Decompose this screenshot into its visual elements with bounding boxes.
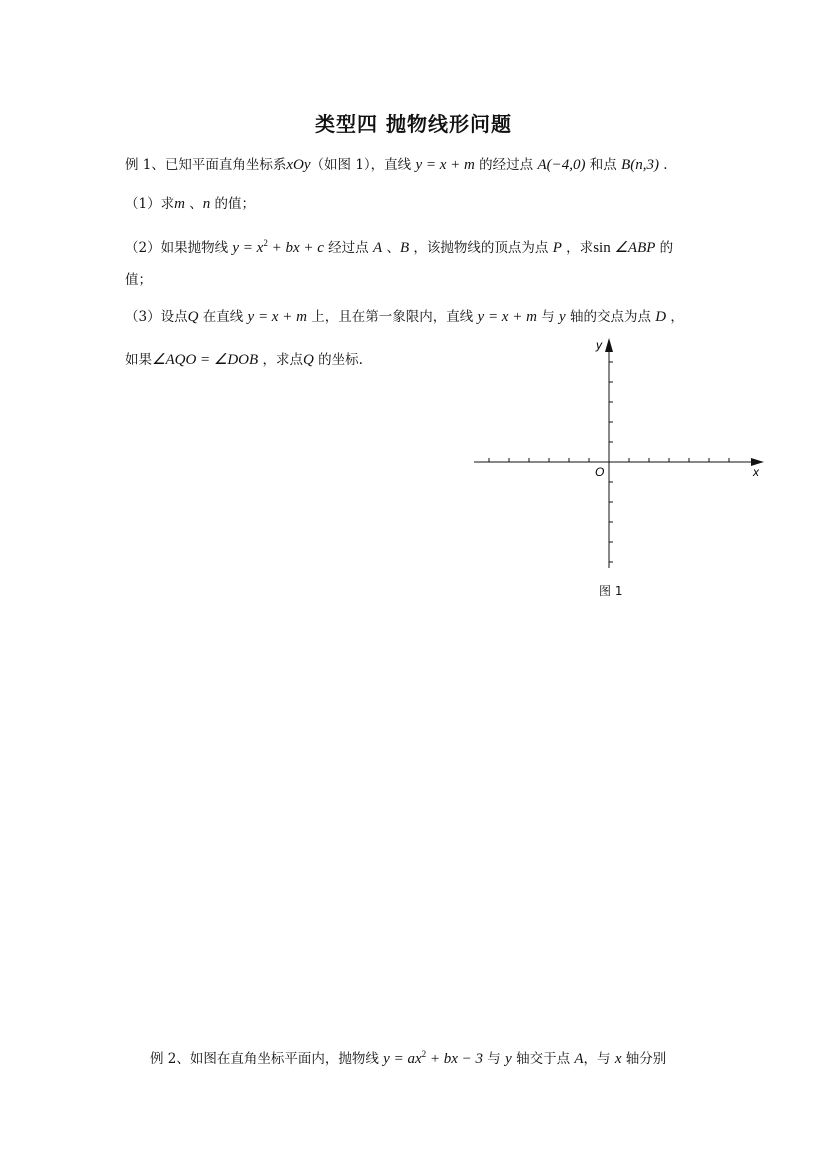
exponent: 2 bbox=[421, 1049, 427, 1059]
math-part: y = ax bbox=[383, 1051, 422, 1067]
text: 经过点 bbox=[323, 240, 373, 256]
math-expression: P bbox=[552, 240, 562, 256]
text: ， bbox=[666, 309, 684, 325]
math-expression bbox=[383, 1051, 483, 1067]
figure-caption: 图 1 bbox=[599, 584, 623, 598]
math-expression: Q bbox=[302, 352, 314, 368]
text: ，求点 bbox=[258, 352, 303, 368]
math-expression: y = x + m bbox=[415, 157, 475, 173]
math-expression: A bbox=[574, 1051, 584, 1067]
math-expression: y = x + m bbox=[247, 309, 307, 325]
text: 例 1、已知平面直角坐标系 bbox=[125, 157, 287, 173]
text: ，与 bbox=[583, 1051, 615, 1067]
y-axis-label: y bbox=[596, 338, 602, 352]
text: 轴分别 bbox=[621, 1051, 667, 1067]
text: 和点 bbox=[585, 157, 622, 173]
text: 与 bbox=[536, 309, 560, 325]
example1-question1 bbox=[125, 194, 255, 214]
math-part: + bx + c bbox=[267, 240, 324, 256]
math-expression: xOy bbox=[286, 157, 311, 173]
y-axis-arrow bbox=[605, 338, 613, 352]
text: 轴的交点为点 bbox=[565, 309, 656, 325]
math-expression: ∠AQO = ∠DOB bbox=[152, 352, 259, 368]
math-expression: y = x + m bbox=[477, 309, 537, 325]
math-expression bbox=[232, 240, 324, 256]
text: 例 2、如图在直角坐标平面内，抛物线 bbox=[150, 1051, 384, 1067]
text: 值； bbox=[125, 272, 152, 288]
text: （如图 1），直线 bbox=[310, 157, 416, 173]
math-expression: y bbox=[559, 309, 566, 325]
text: 与 bbox=[483, 1051, 506, 1067]
exponent: 2 bbox=[263, 238, 268, 248]
example1-question2-continued bbox=[125, 270, 152, 290]
text: . bbox=[659, 157, 668, 173]
math-expression: y bbox=[505, 1051, 512, 1067]
math-expression: x bbox=[614, 1051, 622, 1067]
text: 如果 bbox=[125, 352, 152, 368]
text: 的坐标. bbox=[313, 352, 363, 368]
example1-question3 bbox=[125, 307, 684, 327]
text: 的值； bbox=[210, 196, 256, 212]
math-expression: m bbox=[174, 196, 185, 212]
math-expression: A bbox=[372, 240, 383, 256]
text: ，求 bbox=[561, 240, 594, 256]
text: （2）如果抛物线 bbox=[125, 240, 233, 256]
example2-intro bbox=[150, 1044, 666, 1069]
text: 、 bbox=[184, 196, 203, 212]
text: 的经过点 bbox=[474, 157, 538, 173]
math-expression: B bbox=[399, 240, 410, 256]
example1-question2 bbox=[125, 233, 673, 258]
text: （3）设点 bbox=[125, 309, 188, 325]
math-expression: n bbox=[202, 196, 211, 212]
example1-intro bbox=[125, 155, 668, 175]
x-axis-label: x bbox=[753, 465, 759, 479]
coordinate-axes-figure bbox=[470, 335, 770, 575]
math-part: sin bbox=[593, 240, 615, 256]
math-expression bbox=[593, 240, 655, 256]
text: ，该抛物线的顶点为点 bbox=[409, 240, 553, 256]
math-expression: A(−4,0) bbox=[537, 157, 586, 173]
math-expression: B(n,3) bbox=[621, 157, 659, 173]
text: 的 bbox=[655, 240, 674, 256]
text: 上，且在第一象限内，直线 bbox=[306, 309, 478, 325]
origin-label: O bbox=[595, 465, 605, 479]
page-title: 类型四 抛物线形问题 bbox=[315, 112, 512, 136]
math-expression: Q bbox=[187, 309, 199, 325]
text: 在直线 bbox=[198, 309, 248, 325]
example1-question3-continued bbox=[125, 350, 363, 370]
math-part: + bx − 3 bbox=[426, 1051, 484, 1067]
text: 轴交于点 bbox=[511, 1051, 575, 1067]
math-expression: D bbox=[655, 309, 667, 325]
text: （1）求 bbox=[125, 196, 175, 212]
math-part: ∠ABP bbox=[614, 240, 656, 256]
text: 、 bbox=[382, 240, 400, 256]
math-part: y = x bbox=[232, 240, 264, 256]
